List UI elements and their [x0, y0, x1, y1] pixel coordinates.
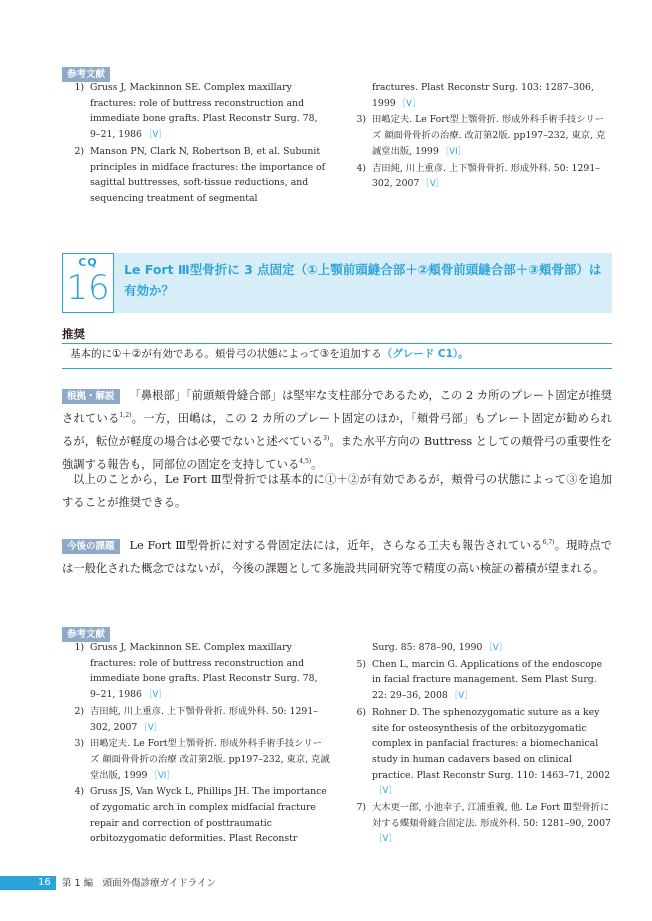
footer-section-title: 第 1 編 頭面外傷診療ガイドライン: [62, 878, 217, 889]
reference-item: 2) 吉田純, 川上重彦. 上下顎骨骨折. 形成外科. 50: 1291–302, 2007 ［V］: [74, 705, 318, 733]
reference-item: Surg. 85: 878–90, 1990 ［V］: [372, 642, 508, 653]
recommendation-grade: （グレード C1）。: [381, 348, 469, 360]
rationale-paragraph-2: 以上のことから，Le Fort Ⅲ型骨折では基本的に①＋②が有効であるが，頬骨弓の状態によって③を追加することが推奨できる。: [62, 473, 612, 509]
top-references: [62, 80, 612, 208]
evidence-level-tag: ［V］: [374, 786, 397, 797]
future-issues-label: 今後の課題: [62, 539, 120, 554]
bottom-references: [62, 640, 612, 848]
cq-number-label: [62, 253, 114, 313]
evidence-level-tag: ［V］: [449, 691, 473, 702]
top-references-right-column: [344, 80, 612, 208]
reference-item: 6) Rohner D. The sphenozygomatic suture as a key site for osteosynthesis of the orbitozygomatic complex in panfacial fractures: a biomechanical study in human cadavers based on clinical practice. Plast Reconstr Surg. 110: 1463–71, 2002［V］: [356, 706, 611, 797]
top-references-label: 参考文献: [62, 67, 110, 82]
citation-superscript: 6,7): [542, 539, 555, 547]
reference-item: 3) 田嶋定夫. Le Fort型上顎骨折. 形成外科手術手技シリーズ 顔面骨骨折の治療 改訂第2版. pp197–232, 東京, 克誠堂出版, 1999 ［VI］: [74, 738, 330, 781]
divider: [62, 368, 612, 369]
reference-item: 4) 吉田純, 川上重彦. 上下顎骨骨折. 形成外科. 50: 1291–302, 2007 ［V］: [356, 162, 600, 190]
evidence-level-tag: ［V］: [143, 690, 167, 701]
bottom-references-left-column: [62, 640, 330, 848]
rationale-paragraph-1: 根拠・解説 「鼻根部」「前頭頬骨縫合部」は堅牢な支柱部分であるため，この 2 カ所のプレート固定が推奨されている$^{1,2)}$。一方，田嶋は，この 2 カ所のプレート固定のほか，「頬骨弓部」もプレート固定が勧められるが，転位が軽度の場合は必要でないと述べている$^{3)}$。また水平方向の Buttress としての頬骨弓の重要性を強調する報告も，同部位の固定を支持している$^{4,5)}$。: [62, 389, 612, 471]
cq-label-text: CQ: [78, 256, 98, 269]
reference-item: 3) 田嶋定夫. Le Fort型上顎骨折. 形成外科手術手技シリーズ 顔面骨骨折の治療. 改訂第2版. pp197–232, 東京, 克誠堂出版, 1999 ［VI］: [356, 114, 606, 157]
evidence-level-tag: ［VI］: [149, 770, 175, 781]
reference-item: 5) Chen L, marcin G. Applications of the endoscope in facial fracture management. Sem Plast Surg. 22: 29–36, 2008 ［V］: [356, 658, 603, 702]
citation-superscript: 3): [323, 435, 330, 443]
divider: [62, 343, 612, 344]
recommendation-heading: 推奨: [62, 327, 85, 341]
evidence-level-tag: ［V］: [421, 179, 445, 190]
reference-item: fractures. Plast Reconstr Surg. 103: 1287–306, 1999 ［V］: [372, 82, 594, 109]
evidence-level-tag: ［VI］: [440, 146, 467, 157]
evidence-level-tag: ［V］: [139, 722, 163, 733]
cq-title: Le Fort Ⅲ型骨折に 3 点固定（①上顎前頭縫合部＋②頬骨前頭縫合部＋③頬骨部）は有効か？: [124, 262, 602, 298]
evidence-level-tag: ［V］: [143, 130, 167, 141]
evidence-level-tag: ［V］: [484, 643, 508, 653]
cq-number: 16: [66, 268, 110, 308]
reference-item: 7) 大木更一郎, 小池幸子, 江浦重義, 他. Le Fort Ⅲ型骨折に対する蝶頬骨縫合固定法. 形成外科. 50: 1281–90, 2007［V］: [356, 802, 611, 845]
bottom-references-label: 参考文献: [62, 627, 110, 642]
bottom-references-right-column: [344, 640, 612, 848]
evidence-level-tag: ［V］: [397, 98, 421, 109]
recommendation-text: 基本的に①＋②が有効である。頬骨弓の状態によって③を追加する（グレード C1）。: [70, 348, 469, 360]
top-references-left-column: [62, 80, 330, 208]
reference-item: 2) Manson PN, Clark N, Robertson B, et al. Subunit principles in midface fractures: the importance of sagittal buttresses, soft-tissue reductions, and sequencing treatment of segmental: [74, 145, 326, 204]
future-issues-paragraph: 今後の課題 Le Fort Ⅲ型骨折に対する骨固定法には，近年，さらなる工夫も報告されている$^{6,7)}$。現時点では一般化された概念ではないが，今後の課題として多施設共同研究等で精度の高い検証の蓄積が望まれる。: [62, 539, 612, 575]
page-number: 16: [38, 877, 51, 888]
citation-superscript: 4,5): [299, 458, 312, 466]
evidence-level-tag: ［V］: [374, 834, 397, 845]
reference-item: 1) Gruss J, Mackinnon SE. Complex maxillary fractures: role of buttress reconstruction and immediate bone grafts. Plast Reconstr Surg. 78, 9–21, 1986 ［V］: [74, 642, 318, 701]
reference-item: 4) Gruss JS, Van Wyck L, Phillips JH. The importance of zygomatic arch in complex midfacial fracture repair and correction of posttraumatic orbitozygomatic deformities. Plast Reconstr: [74, 786, 327, 845]
reference-item: 1) Gruss J, Mackinnon SE. Complex maxillary fractures: role of buttress reconstruction and immediate bone grafts. Plast Reconstr Surg. 78, 9–21, 1986 ［V］: [74, 82, 318, 141]
citation-superscript: 1,2): [119, 412, 132, 420]
rationale-label: 根拠・解説: [62, 389, 120, 404]
